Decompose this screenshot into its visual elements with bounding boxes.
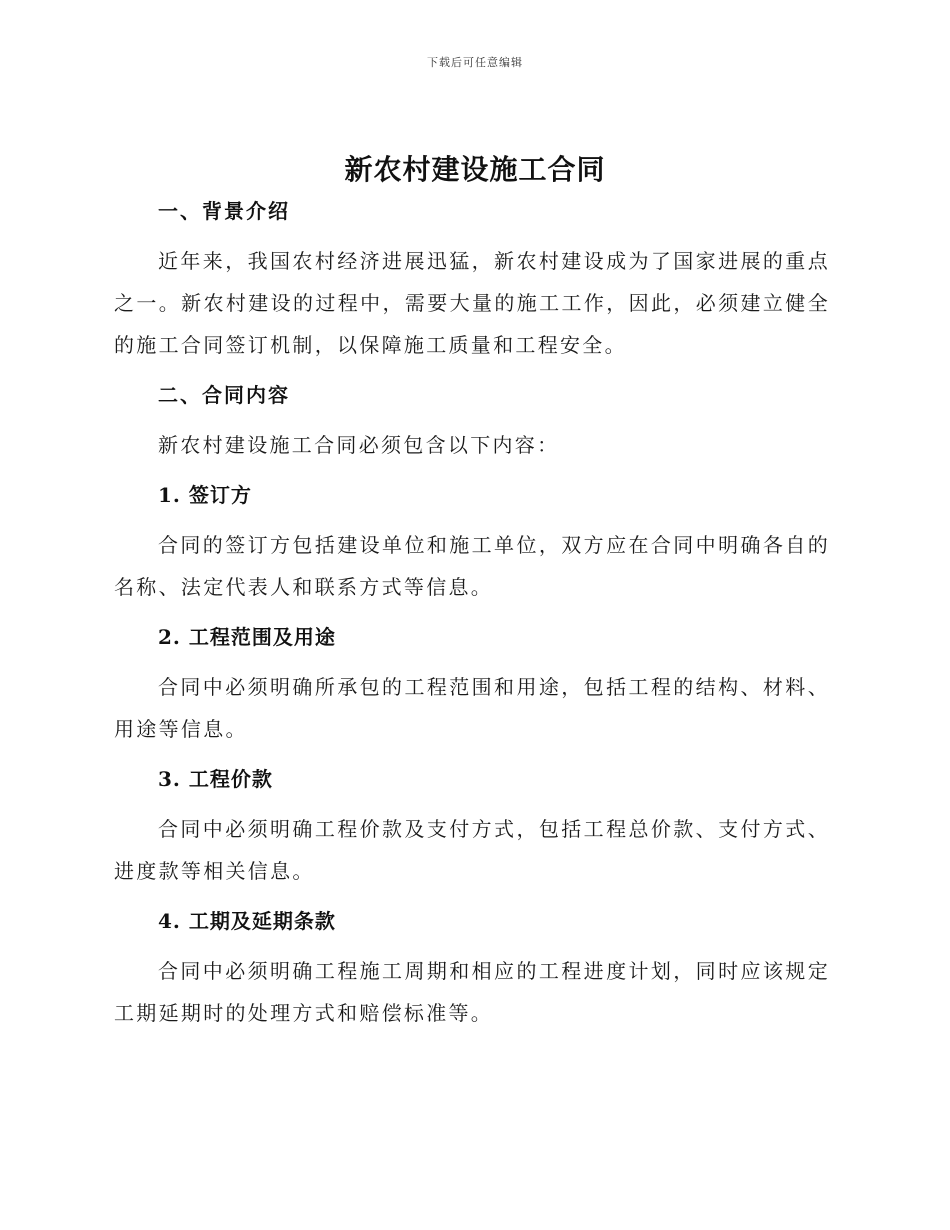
item-heading-signatories: 1. 签订方 [158,483,252,507]
item-heading-scope: 2. 工程范围及用途 [158,625,336,649]
item-paragraph-price: 合同中必须明确工程价款及支付方式，包括工程总价款、支付方式、进度款等相关信息。 [114,817,830,883]
document-body [114,190,830,1034]
paragraph-contract-intro: 新农村建设施工合同必须包含以下内容： [158,433,560,457]
section-heading-contract-content: 二、合同内容 [158,383,290,407]
document-title: 新农村建设施工合同 [344,153,606,186]
page-header-note: 下载后可任意编辑 [427,56,523,69]
item-heading-price: 3. 工程价款 [158,767,273,791]
section-heading-background: 一、背景介绍 [158,199,290,223]
item-paragraph-schedule: 合同中必须明确工程施工周期和相应的工程进度计划，同时应该规定工期延期时的处理方式和赔偿标准等。 [114,959,830,1025]
item-paragraph-signatories: 合同的签订方包括建设单位和施工单位，双方应在合同中明确各自的名称、法定代表人和联系方式等信息。 [114,533,830,599]
paragraph-background: 近年来，我国农村经济进展迅猛，新农村建设成为了国家进展的重点之一。新农村建设的过程中，需要大量的施工工作，因此，必须建立健全的施工合同签订机制，以保障施工质量和工程安全。 [114,249,830,357]
item-heading-schedule: 4. 工期及延期条款 [158,909,336,933]
item-paragraph-scope: 合同中必须明确所承包的工程范围和用途，包括工程的结构、材料、用途等信息。 [114,675,830,741]
